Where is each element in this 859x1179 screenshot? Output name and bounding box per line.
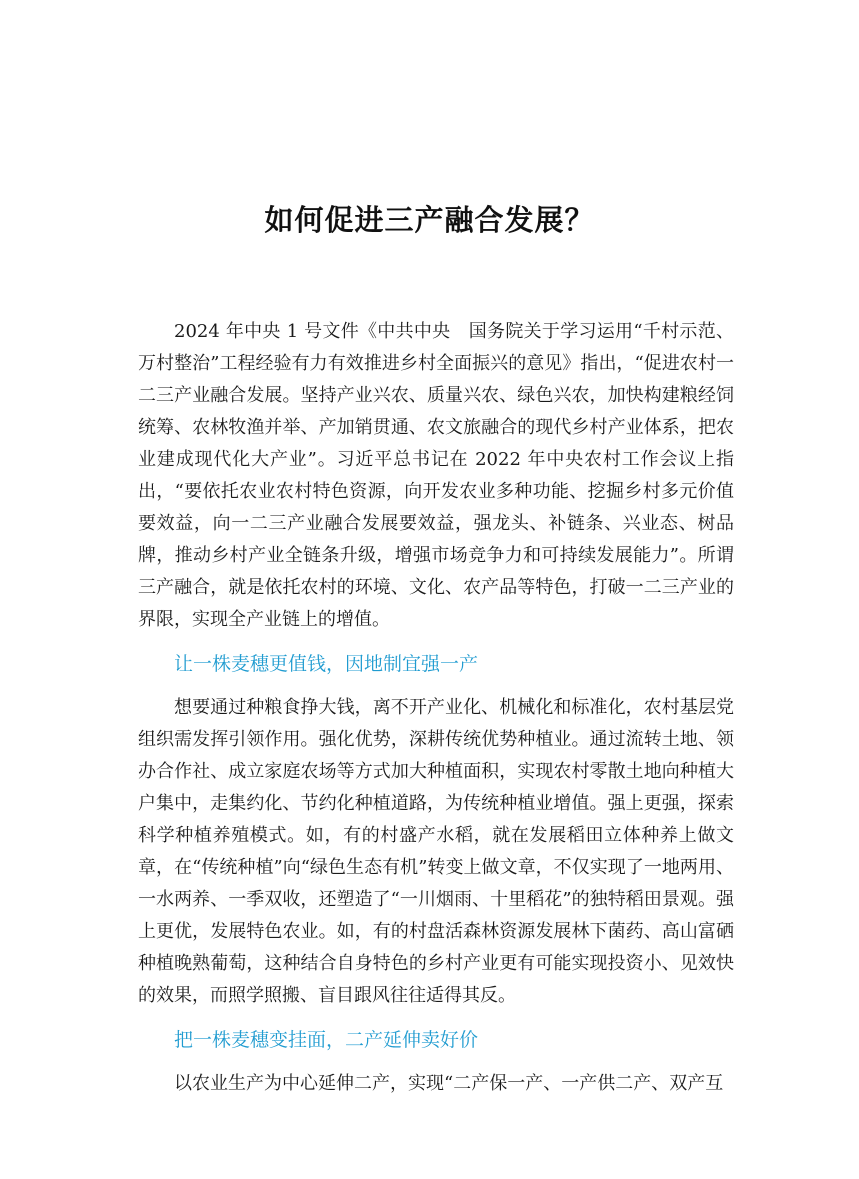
- page-title: 如何促进三产融合发展？: [264, 203, 595, 237]
- paragraph-primary-industry: 想要通过种粮食挣大钱，离不开产业化、机械化和标准化，农村基层党组织需发挥引领作用。强化优势，深耕传统优势种植业。通过流转土地、领办合作社、成立家庭农场等方式加大种植面积，实现农村零散土地向种植大户集中，走集约化、节约化种植道路，为传统种植业增值。强上更强，探索科学种植养殖模式。如，有的村盛产水稻，就在发展稻田立体种养上做文章，在“传统种植”向“绿色生态有机”转变上做文章，不仅实现了一地两用、一水两养、一季双收，还塑造了“一川烟雨、十里稻花”的独特稻田景观。强上更优，发展特色农业。如，有的村盘活森林资源发展林下菌药、高山富硒种植晚熟葡萄，这种结合自身特色的乡村产业更有可能实现投资小、见效快的效果，而照学照搬、盲目跟风往往适得其反。: [138, 697, 734, 1006]
- article-body: [138, 316, 734, 1100]
- section-heading-primary-industry: 让一株麦穗更值钱，因地制宜强一产: [174, 653, 479, 675]
- paragraph-intro: 2024 年中央 1 号文件《中共中央 国务院关于学习运用“千村示范、万村整治”工程经验有力有效推进乡村全面振兴的意见》指出，“促进农村一二三产业融合发展。坚持产业兴农、质量兴农、绿色兴农，加快构建粮经饲统筹、农林牧渔并举、产加销贯通、农文旅融合的现代乡村产业体系，把农业建成现代化大产业”。习近平总书记在 2022 年中央农村工作会议上指出，“要依托农业农村特色资源，向开发农业多种功能、挖掘乡村多元价值要效益，向一二三产业融合发展要效益，强龙头、补链条、兴业态、树品牌，推动乡村产业全链条升级，增强市场竞争力和可持续发展能力”。所谓三产融合，就是依托农村的环境、文化、农产品等特色，打破一二三产业的界限，实现全产业链上的增值。: [138, 321, 734, 630]
- paragraph-secondary-industry: 以农业生产为中心延伸二产，实现“二产保一产、一产供二产、双产互: [174, 1073, 724, 1094]
- section-heading-secondary-industry: 把一株麦穗变挂面，二产延伸卖好价: [174, 1029, 479, 1051]
